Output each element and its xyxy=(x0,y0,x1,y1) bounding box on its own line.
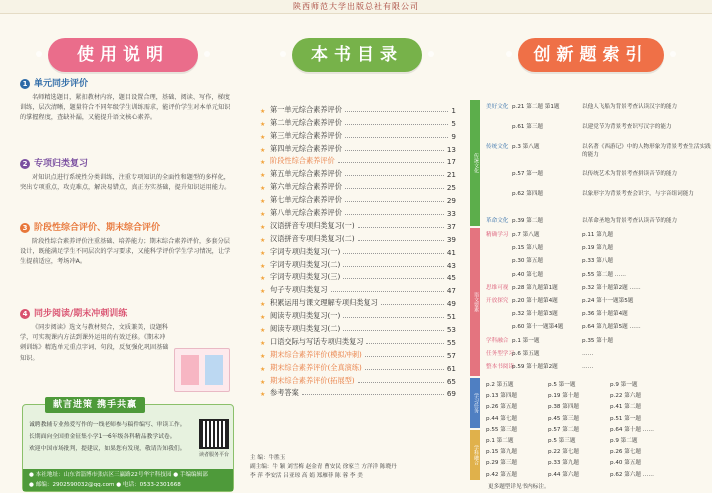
book-cover-image xyxy=(174,348,230,392)
index-ref: p.60 第十一题第4题 xyxy=(512,324,564,331)
index-row xyxy=(486,122,712,130)
toc-row xyxy=(260,295,456,308)
toc-row xyxy=(260,347,456,360)
publisher-name: 陕西师范大学出版总社有限公司 xyxy=(293,2,419,11)
index-ref: p.5 第一题 xyxy=(548,382,576,388)
index-grid-row xyxy=(486,447,672,455)
index-grid-row xyxy=(486,362,652,370)
toc-leader xyxy=(381,304,444,305)
category-strip-1: 传统文化 xyxy=(470,100,480,226)
toc-page: 37 xyxy=(446,221,456,231)
star-icon: ★ xyxy=(260,365,266,373)
toc-row xyxy=(260,360,456,373)
toc-list xyxy=(260,102,456,398)
toc-row xyxy=(260,321,456,334)
index-ref: p.22 第六题 xyxy=(610,393,642,400)
contact-footer xyxy=(23,469,233,491)
index-grid-row xyxy=(486,296,652,304)
contact-line-3: 欢迎中国市场批判，提建议，如果您有发现，敬请告知我们。 xyxy=(29,446,186,452)
toc-leader xyxy=(366,343,443,344)
star-icon: ★ xyxy=(260,236,266,244)
toc-leader xyxy=(343,330,444,331)
toc-leader xyxy=(338,162,444,163)
toc-row xyxy=(260,192,456,205)
star-icon: ★ xyxy=(260,211,266,219)
index-ref: p.62 第四题 xyxy=(512,191,544,197)
index-ref: p.44 第六题 xyxy=(548,471,580,478)
contact-line-2: 长期面向全国重金征集小学1一6年级各科精品教学试卷。 xyxy=(29,434,176,440)
index-ref: p.7 第八题 xyxy=(512,232,540,238)
index-ref: p.32 第十题第3题 xyxy=(512,311,558,318)
index-banner: 创新题索引 xyxy=(518,38,664,72)
index-ref: …… xyxy=(582,350,594,357)
toc-page: 21 xyxy=(446,170,456,180)
contact-line-1: 诚聘教辅专业热爱写作的一线老师参与稿件编写、审读工作。 xyxy=(29,422,186,428)
toc-row xyxy=(260,231,456,244)
index-row xyxy=(486,102,712,110)
star-icon: ★ xyxy=(260,223,266,231)
toc-row xyxy=(260,257,456,270)
index-grid-row xyxy=(486,402,672,410)
toc-page: 5 xyxy=(451,118,456,128)
index-ref: p.39 第二题 xyxy=(512,218,544,224)
toc-leader xyxy=(343,266,444,267)
toc-title: 字词专项归类复习(三) xyxy=(270,272,341,282)
index-ref: p.6 第五题 xyxy=(512,350,540,357)
toc-leader xyxy=(358,382,444,383)
toc-leader xyxy=(302,394,444,395)
index-ref: p.26 第五题 xyxy=(486,404,518,411)
section-number-2: 2 xyxy=(20,159,30,169)
index-ref: p.19 第十题 xyxy=(548,393,580,400)
index-ref: p.62 第六题 …… xyxy=(610,471,654,478)
toc-title: 参考答案 xyxy=(270,388,299,398)
star-icon: ★ xyxy=(260,391,266,399)
star-icon: ★ xyxy=(260,198,266,206)
index-ref: p.15 第九题 xyxy=(486,449,518,456)
star-icon: ★ xyxy=(260,120,266,128)
toc-page: 61 xyxy=(446,363,456,373)
index-label: 美好文化 xyxy=(486,104,509,110)
index-grid-row xyxy=(486,436,672,444)
toc-title: 期末综合素养评价(全真演练) xyxy=(270,362,362,372)
index-label: 革命文化 xyxy=(486,218,509,224)
index-ref: p.32 第十题第2题 …… xyxy=(582,284,641,291)
index-grid-row xyxy=(486,458,672,466)
index-ref: p.59 第十题第2题 xyxy=(512,364,558,370)
star-icon: ★ xyxy=(260,327,266,335)
index-ref: p.26 第七题 xyxy=(610,449,642,456)
toc-row xyxy=(260,244,456,257)
index-grid-row xyxy=(486,256,652,264)
index-ref: p.51 第一题 xyxy=(610,415,642,422)
index-ref: p.29 第三题 xyxy=(486,460,518,467)
toc-title: 字词专项归类复习(二) xyxy=(270,259,341,269)
index-label: 任务型学习 xyxy=(486,350,514,357)
editor-line: 李 萍 李安活 吕亚琼 高 娟 郑雁菲 陈 蓉 李 美 xyxy=(250,473,363,479)
star-icon: ★ xyxy=(260,339,266,347)
toc-row xyxy=(260,154,456,167)
index-label: 学科融合 xyxy=(486,337,509,344)
toc-title: 第七单元综合素养评价 xyxy=(270,195,342,205)
toc-leader xyxy=(365,369,444,370)
index-grid-row xyxy=(486,470,672,478)
star-icon: ★ xyxy=(260,262,266,270)
section-title: 专项归类复习 xyxy=(34,159,89,169)
toc-title: 汉语拼音专项归类复习(二) xyxy=(270,233,355,243)
index-ref: p.55 第二题 …… xyxy=(582,271,626,278)
star-icon: ★ xyxy=(260,146,266,154)
index-ref: p.9 第一题 xyxy=(610,382,638,388)
index-label: 开放探究 xyxy=(486,298,509,304)
toc-page: 47 xyxy=(446,286,456,296)
toc-row xyxy=(260,334,456,347)
star-icon: ★ xyxy=(260,288,266,296)
toc-row xyxy=(260,115,456,128)
star-icon: ★ xyxy=(260,172,266,180)
section-number-4: 4 xyxy=(20,309,30,319)
usage-section-2 xyxy=(20,158,232,193)
section-text: 阶段性综合素养评价注重基础、培养能力；期末综合素养评价，多套分层设计，既能满足学生不同层次的学习要求，又能科学评价学生学习情况，让学生提前适应，考场冲A。 xyxy=(20,238,231,266)
footer-address: ● 本社地址：山东省淄博市张店区三赢路22号华宇科技园 ● 手编编辑部 xyxy=(29,472,208,478)
index-label: 传统文化 xyxy=(486,144,509,150)
toc-title: 阅读专项归类复习(一) xyxy=(270,311,341,321)
index-ref: p.19 第九题 xyxy=(582,245,614,252)
toc-row xyxy=(260,102,456,115)
section-number-1: 1 xyxy=(20,79,30,89)
section-title: 单元同步评价 xyxy=(34,79,89,89)
footer-contact: ● 邮编：2902590032@qq.com ● 电话：0533-2301668 xyxy=(29,482,181,488)
toc-leader xyxy=(358,227,444,228)
section-text: 《同步阅读》选文与教材契合，文质兼美，设题科学，可实现课内方法到课外运用的有效迁移。《期末冲刺训练》精选单元重点字词、句段，反复强化巩固基础知识。 xyxy=(20,324,169,362)
index-grid-row xyxy=(486,322,652,330)
index-ref: p.42 第五题 xyxy=(486,471,518,478)
index-ref: p.40 第五题 xyxy=(610,460,642,467)
toc-row xyxy=(260,141,456,154)
index-row xyxy=(486,189,712,197)
toc-title: 汉语拼音专项归类复习(一) xyxy=(270,220,355,230)
toc-page: 39 xyxy=(446,234,456,244)
index-label: 思维可视 xyxy=(486,284,509,291)
index-ref: p.36 第十题第4题 xyxy=(582,311,628,318)
star-icon: ★ xyxy=(260,378,266,386)
qr-label: 读者服务平台 xyxy=(198,452,229,458)
index-ref: p.1 第一题 xyxy=(512,337,540,344)
toc-title: 第八单元综合素养评价 xyxy=(270,208,342,218)
toc-title: 第二单元综合素养评价 xyxy=(270,117,342,127)
usage-banner: 使用说明 xyxy=(48,38,198,72)
index-column xyxy=(470,22,710,490)
star-icon: ★ xyxy=(260,301,266,309)
index-ref: p.30 第五题 xyxy=(512,258,544,265)
index-ref: p.35 第十题 xyxy=(582,337,614,344)
toc-row xyxy=(260,128,456,141)
index-desc: 以建党节为背景考查识写汉字的能力 xyxy=(582,124,672,130)
index-desc: 以名著《西游记》中的人物形象为背景考查生活实践的能力 xyxy=(582,144,711,158)
usage-section-1 xyxy=(20,78,232,124)
index-grid-row xyxy=(486,391,672,399)
index-grid-row xyxy=(486,425,672,433)
index-grid-row xyxy=(486,380,672,388)
editor-line: 副主编：牛 颖 刘雪梅 赵金青 曹安民 徐家兰 方洋洋 陈晓丹 xyxy=(250,464,397,470)
toc-banner: 本书目录 xyxy=(292,38,422,72)
index-label: 整本书阅读 xyxy=(486,364,514,370)
star-icon: ★ xyxy=(260,159,266,167)
star-icon: ★ xyxy=(260,314,266,322)
section-text: 名师精选题目，紧扣教材内容，题目设置合理，基础、阅读、写作，梯度训练，层次清晰，题量符合不同年级学生训练需求，能评价学生对本单元知识的掌握程度，查缺补漏，又能提升语文核心素养。 xyxy=(20,94,231,122)
toc-title: 句子专项归类复习 xyxy=(270,285,328,295)
toc-title: 期末综合素养评价(拓展型) xyxy=(270,375,355,385)
index-ref: p.5 第三题 xyxy=(548,438,576,444)
toc-leader xyxy=(345,175,444,176)
index-ref: p.45 第三题 xyxy=(548,415,580,422)
index-desc: 以他人飞船为背景考查认读汉字的能力 xyxy=(582,104,678,110)
contact-box xyxy=(22,400,234,492)
index-grid-row xyxy=(486,414,672,422)
index-ref: p.22 第七题 xyxy=(548,449,580,456)
index-ref: p.28 第九题第1题 xyxy=(512,284,558,291)
index-ref: p.13 第四题 xyxy=(486,393,518,400)
index-row xyxy=(486,142,712,158)
toc-leader xyxy=(345,214,444,215)
toc-title: 字词专项归类复习(一) xyxy=(270,246,341,256)
index-ref: p.64 第九题第5题 …… xyxy=(582,324,641,331)
toc-title: 第六单元综合素养评价 xyxy=(270,182,342,192)
toc-title: 第一单元综合素养评价 xyxy=(270,104,342,114)
toc-column xyxy=(242,22,468,490)
index-ref: p.24 第十一题第5题 xyxy=(582,298,634,304)
index-ref: p.3 第八题 xyxy=(512,144,540,150)
index-grid-row xyxy=(486,230,652,238)
toc-page: 65 xyxy=(446,376,456,386)
toc-title: 阅读专项归类复习(二) xyxy=(270,324,341,334)
index-grid-row xyxy=(486,270,652,278)
index-grid-row xyxy=(486,243,652,251)
category-strip-3: 学习任务 xyxy=(470,378,480,428)
toc-page: 55 xyxy=(446,337,456,347)
toc-page: 17 xyxy=(446,157,456,167)
toc-leader xyxy=(345,201,444,202)
toc-title: 阶段性综合素养评价 xyxy=(270,156,335,166)
section-title: 阶段性综合评价、期末综合评价 xyxy=(34,223,161,233)
index-desc: 以传统艺术为背景考查拼读音节的能力 xyxy=(582,171,678,177)
index-ref: p.20 第十题第4题 xyxy=(512,298,558,304)
index-ref: p.33 第八题 xyxy=(582,258,614,265)
toc-leader xyxy=(345,111,449,112)
toc-row xyxy=(260,308,456,321)
index-ref: p.9 第二题 xyxy=(610,438,638,444)
toc-page: 57 xyxy=(446,350,456,360)
toc-page: 1 xyxy=(451,105,456,115)
toc-row xyxy=(260,386,456,399)
category-strip-4: 学科融合 xyxy=(470,430,480,480)
index-ref: p.11 第九题 xyxy=(582,232,614,238)
toc-page: 49 xyxy=(446,299,456,309)
toc-page: 43 xyxy=(446,260,456,270)
index-ref: p.57 第一题 xyxy=(512,171,544,177)
index-ref: p.15 第八题 xyxy=(512,245,544,252)
index-ref: p.64 第十题 …… xyxy=(610,426,654,433)
index-ref: p.61 第三题 xyxy=(512,124,544,130)
star-icon: ★ xyxy=(260,107,266,115)
toc-leader xyxy=(365,356,444,357)
index-label: 精确学习 xyxy=(486,232,509,238)
toc-leader xyxy=(345,137,449,138)
toc-row xyxy=(260,373,456,386)
toc-title: 第四单元综合素养评价 xyxy=(270,143,342,153)
toc-row xyxy=(260,218,456,231)
star-icon: ★ xyxy=(260,249,266,257)
toc-title: 口语交际与写话专项归类复习 xyxy=(270,336,364,346)
index-ref: p.33 第九题 xyxy=(548,460,580,467)
toc-leader xyxy=(345,150,444,151)
toc-leader xyxy=(358,240,444,241)
usage-section-3 xyxy=(20,222,232,268)
index-ref: p.1 第二题 xyxy=(486,438,514,444)
toc-page: 29 xyxy=(446,196,456,206)
toc-leader xyxy=(331,291,444,292)
toc-leader xyxy=(343,317,444,318)
star-icon: ★ xyxy=(260,185,266,193)
editor-line: 主 编：牛胜玉 xyxy=(250,455,286,461)
index-ref: p.57 第二题 xyxy=(548,426,580,433)
section-number-3: 3 xyxy=(20,223,30,233)
toc-page: 69 xyxy=(446,389,456,399)
index-row xyxy=(486,169,712,177)
editors xyxy=(250,454,464,481)
index-ref: p.55 第三题 xyxy=(486,426,518,433)
toc-title: 第三单元综合素养评价 xyxy=(270,130,342,140)
toc-page: 53 xyxy=(446,325,456,335)
usage-column xyxy=(6,22,238,490)
toc-row xyxy=(260,179,456,192)
toc-row xyxy=(260,282,456,295)
index-note: 更多题型详见书内标注。 xyxy=(488,484,550,490)
index-row xyxy=(486,216,712,224)
toc-title: 积累运用与课文理解专项归类复习 xyxy=(270,298,378,308)
star-icon: ★ xyxy=(260,133,266,141)
toc-page: 45 xyxy=(446,273,456,283)
toc-title: 第五单元综合素养评价 xyxy=(270,169,342,179)
index-grid-row xyxy=(486,283,652,291)
contact-title: 献言进策 携手共赢 xyxy=(45,397,145,413)
category-strip-2: 语文要素 xyxy=(470,228,480,376)
index-grid-row xyxy=(486,336,652,344)
toc-page: 9 xyxy=(451,131,456,141)
section-title: 同步阅读/期末冲刺训练 xyxy=(34,309,128,319)
index-ref: p.44 第七题 xyxy=(486,415,518,422)
index-desc: 以革命圣地为背景考查认读音节的能力 xyxy=(582,218,678,224)
index-ref: p.2 第五题 xyxy=(486,382,514,388)
toc-leader xyxy=(345,188,444,189)
index-ref: p.38 第四题 xyxy=(548,404,580,411)
index-grid-row xyxy=(486,349,652,357)
index-desc: 以象形字为背景考查会识字，与字音组词能力 xyxy=(582,191,694,197)
section-text: 对知识点进行系统性分类训练，注重专项知识的全面性和题型的多样化，突出专项重点，攻克难点，解决易错点，真正夯实基础，提升知识运用能力。 xyxy=(20,174,231,192)
toc-leader xyxy=(343,278,444,279)
toc-row xyxy=(260,205,456,218)
index-ref: p.41 第二题 xyxy=(610,404,642,411)
toc-page: 25 xyxy=(446,183,456,193)
toc-row xyxy=(260,166,456,179)
index-ref: p.21 第二题 第1题 xyxy=(512,104,560,110)
toc-leader xyxy=(343,253,444,254)
toc-title: 期末综合素养评价(模拟冲刺) xyxy=(270,349,362,359)
index-grid-row xyxy=(486,309,652,317)
index-ref: …… xyxy=(582,364,594,370)
star-icon: ★ xyxy=(260,352,266,360)
toc-row xyxy=(260,270,456,283)
toc-page: 13 xyxy=(446,144,456,154)
toc-page: 51 xyxy=(446,312,456,322)
qr-code-icon xyxy=(199,419,229,449)
toc-page: 33 xyxy=(446,209,456,219)
toc-page: 41 xyxy=(446,247,456,257)
index-ref: p.40 第七题 xyxy=(512,271,544,278)
toc-leader xyxy=(345,124,449,125)
usage-section-4 xyxy=(20,308,170,364)
star-icon: ★ xyxy=(260,275,266,283)
